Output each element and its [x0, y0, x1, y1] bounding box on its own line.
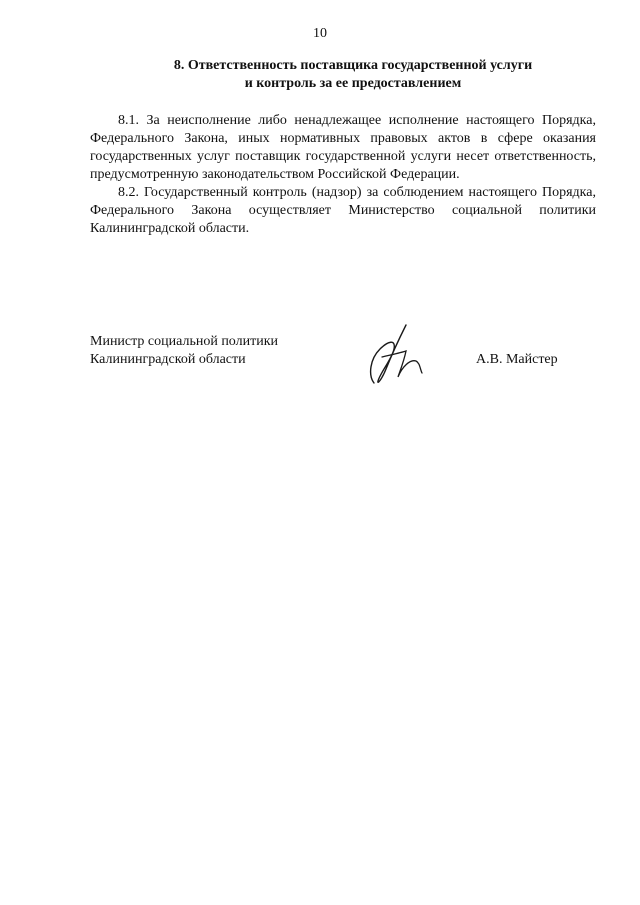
- signer-position: [90, 333, 278, 369]
- section-title-line-1: 8. Ответственность поставщика государственной услуги: [173, 58, 533, 73]
- signer-name: А.В. Майстер: [476, 352, 558, 367]
- signature-block: [90, 333, 596, 403]
- paragraph-8-1: 8.1. За неисполнение либо ненадлежащее исполнение настоящего Порядка, Федерального Закона, иных нормативных правовых актов в сфере оказания государственных услуг поставщик государственной услуги несет ответственность, предусмотренную законодательством Российской Федерации.: [90, 113, 596, 182]
- signer-position-line-1: Министр социальной политики: [90, 334, 279, 349]
- document-body: [90, 112, 596, 238]
- handwritten-signature: [360, 319, 432, 391]
- section-title-line-2: и контроль за ее предоставлением: [244, 76, 462, 91]
- page-number: 10: [313, 26, 327, 41]
- signature-stroke-main: [371, 325, 406, 383]
- signer-position-line-2: Калининградской области: [90, 352, 246, 367]
- paragraph-8-2: 8.2. Государственный контроль (надзор) за соблюдением настоящего Порядка, Федерального Закона осуществляет Министерство социальной политики Калининградской области.: [90, 185, 596, 236]
- section-title: [90, 57, 616, 93]
